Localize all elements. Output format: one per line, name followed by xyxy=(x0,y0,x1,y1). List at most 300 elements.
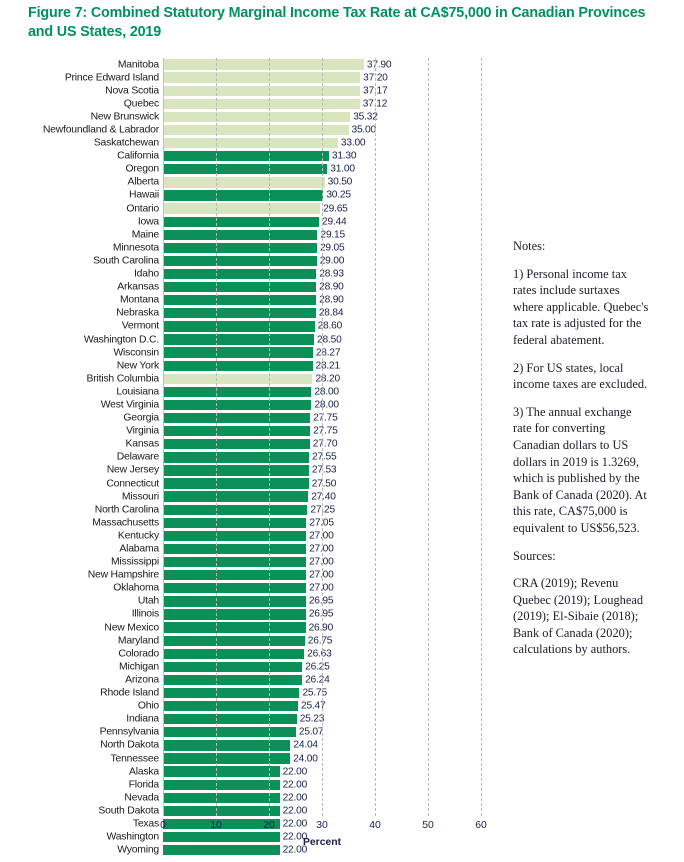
bar-row xyxy=(0,202,500,215)
bar xyxy=(163,413,310,423)
bar-wrapper xyxy=(163,465,483,475)
bar xyxy=(163,282,316,292)
bar-value-label: 27.00 xyxy=(309,543,334,555)
bar-wrapper xyxy=(163,688,483,698)
bar-row xyxy=(0,490,500,503)
bar-wrapper xyxy=(163,321,483,331)
category-label: New Mexico xyxy=(104,622,159,634)
bar-row xyxy=(0,778,500,791)
category-label: Newfoundland & Labrador xyxy=(42,124,159,136)
bar xyxy=(163,727,296,737)
bar-value-label: 35.32 xyxy=(353,111,378,123)
category-label: Maryland xyxy=(117,635,159,647)
category-label: Tennessee xyxy=(110,753,159,765)
bar xyxy=(163,269,316,279)
bar-value-label: 35.00 xyxy=(351,124,376,136)
bar-row xyxy=(0,765,500,778)
bar-row xyxy=(0,477,500,490)
category-label: Wisconsin xyxy=(113,347,159,359)
category-label: New Jersey xyxy=(106,464,159,476)
bar-row xyxy=(0,333,500,346)
category-label: Alaska xyxy=(129,766,159,778)
bar xyxy=(163,374,312,384)
bar-wrapper xyxy=(163,740,483,750)
category-label: Idaho xyxy=(133,268,159,280)
bar-row xyxy=(0,726,500,739)
x-axis-tick: 60 xyxy=(475,820,487,831)
bar-wrapper xyxy=(163,766,483,776)
bar xyxy=(163,675,302,685)
bar-value-label: 27.00 xyxy=(309,569,334,581)
category-label: Indiana xyxy=(126,713,159,725)
bar-row xyxy=(0,438,500,451)
bar-wrapper xyxy=(163,334,483,344)
bar xyxy=(163,308,316,318)
bar-value-label: 37.12 xyxy=(362,98,388,110)
bar-wrapper xyxy=(163,190,483,200)
bar-row xyxy=(0,398,500,411)
bar xyxy=(163,570,306,580)
bar-wrapper xyxy=(163,780,483,790)
bar xyxy=(163,793,280,803)
bar-row xyxy=(0,464,500,477)
bar-value-label: 29.65 xyxy=(323,203,348,215)
bar-value-label: 27.40 xyxy=(311,491,336,503)
bar xyxy=(163,138,338,148)
category-label: New Brunswick xyxy=(90,111,159,123)
bar-wrapper xyxy=(163,649,483,659)
bar-value-label: 25.75 xyxy=(302,687,327,699)
bar-value-label: 26.25 xyxy=(305,661,330,673)
bar-value-label: 25.23 xyxy=(299,713,325,725)
bar xyxy=(163,151,329,161)
bar-wrapper xyxy=(163,400,483,410)
category-label: South Carolina xyxy=(93,255,159,267)
bar-wrapper xyxy=(163,243,483,253)
bar-wrapper xyxy=(163,622,483,632)
bar-wrapper xyxy=(163,217,483,227)
bar-wrapper xyxy=(163,374,483,384)
bar xyxy=(163,753,290,763)
category-label: Pennsylvania xyxy=(99,726,159,738)
bar xyxy=(163,491,308,501)
bar-value-label: 37.90 xyxy=(366,59,392,71)
bar-wrapper xyxy=(163,59,483,69)
bar-wrapper xyxy=(163,452,483,462)
bar-value-label: 29.15 xyxy=(320,229,345,241)
bar xyxy=(163,766,280,776)
chart-rows xyxy=(0,58,500,857)
bar xyxy=(163,622,306,632)
bar-value-label: 27.53 xyxy=(311,464,337,476)
bar-wrapper xyxy=(163,531,483,541)
bar xyxy=(163,596,306,606)
bar-value-label: 22.00 xyxy=(282,805,308,817)
bar-wrapper xyxy=(163,439,483,449)
bar-row xyxy=(0,281,500,294)
bar-row xyxy=(0,163,500,176)
bar-wrapper xyxy=(163,636,483,646)
category-label: Kansas xyxy=(125,438,159,450)
bar-row xyxy=(0,425,500,438)
category-label: Manitoba xyxy=(117,59,159,71)
x-axis-tick: 20 xyxy=(263,820,275,831)
bar-wrapper xyxy=(163,347,483,357)
bar xyxy=(163,203,320,213)
bar-value-label: 26.63 xyxy=(307,648,332,660)
bar-value-label: 27.70 xyxy=(312,438,338,450)
category-label: Arizona xyxy=(125,674,159,686)
bar-row xyxy=(0,254,500,267)
bar-row xyxy=(0,739,500,752)
bar-wrapper xyxy=(163,701,483,711)
bar xyxy=(163,465,309,475)
bar xyxy=(163,86,360,96)
category-label: Iowa xyxy=(137,216,159,228)
bar xyxy=(163,583,306,593)
category-label: Washington xyxy=(106,831,159,843)
bar-value-label: 33.00 xyxy=(340,137,366,149)
bar-value-label: 27.50 xyxy=(311,478,337,490)
bar-wrapper xyxy=(163,426,483,436)
bar-value-label: 31.30 xyxy=(331,150,357,162)
category-label: Illinois xyxy=(131,608,159,620)
category-label: Ontario xyxy=(126,203,159,215)
x-axis-tick: 0 xyxy=(160,820,166,831)
bar-row xyxy=(0,582,500,595)
bar-value-label: 37.20 xyxy=(363,72,388,84)
category-label: Prince Edward Island xyxy=(64,72,159,84)
bar xyxy=(163,557,306,567)
bar-wrapper xyxy=(163,138,483,148)
bar-row xyxy=(0,385,500,398)
bar-value-label: 24.04 xyxy=(293,739,318,751)
bar-wrapper xyxy=(163,662,483,672)
bar-value-label: 30.50 xyxy=(327,176,353,188)
bar xyxy=(163,544,306,554)
category-label: Connecticut xyxy=(106,478,159,490)
notes-panel xyxy=(513,238,653,669)
bar xyxy=(163,72,360,82)
bar-wrapper xyxy=(163,308,483,318)
bar-row xyxy=(0,215,500,228)
category-label: Nova Scotia xyxy=(105,85,159,97)
bar-value-label: 28.27 xyxy=(315,347,341,359)
bar-row xyxy=(0,412,500,425)
bar-value-label: 30.25 xyxy=(326,189,351,201)
category-label: Michigan xyxy=(119,661,159,673)
bar-value-label: 37.17 xyxy=(363,85,388,97)
category-label: New York xyxy=(116,360,159,372)
bar-wrapper xyxy=(163,596,483,606)
bar-wrapper xyxy=(163,675,483,685)
bar-row xyxy=(0,791,500,804)
bar-value-label: 29.00 xyxy=(319,255,345,267)
page-title: Figure 7: Combined Statutory Marginal Income Tax Rate at CA$75,000 in Canadian Provinces and US States, 2019 xyxy=(28,5,646,40)
category-label: Quebec xyxy=(123,98,159,110)
bar xyxy=(163,439,310,449)
bar-row xyxy=(0,294,500,307)
bar-row xyxy=(0,673,500,686)
bar-value-label: 26.95 xyxy=(308,608,334,620)
category-label: Virginia xyxy=(126,425,159,437)
bar-value-label: 27.55 xyxy=(312,451,337,463)
bar xyxy=(163,688,299,698)
category-label: Arkansas xyxy=(117,281,159,293)
category-label: Missouri xyxy=(121,491,159,503)
bar-row xyxy=(0,752,500,765)
bar-row xyxy=(0,150,500,163)
bar-row xyxy=(0,241,500,254)
x-axis-label: Percent xyxy=(302,837,342,848)
bar xyxy=(163,243,317,253)
bar-wrapper xyxy=(163,256,483,266)
category-label: Delaware xyxy=(116,451,159,463)
bar-row xyxy=(0,228,500,241)
note-item-1: 1) Personal income tax rates include surtaxes where applicable. Quebec's tax rate is adjusted for the federal abatement. xyxy=(513,266,649,347)
bar-value-label: 28.20 xyxy=(315,373,340,385)
bar-wrapper xyxy=(163,714,483,724)
bar-row xyxy=(0,451,500,464)
category-label: Mississippi xyxy=(110,556,159,568)
category-label: Washington D.C. xyxy=(83,334,159,346)
category-label: Wyoming xyxy=(117,844,159,856)
x-axis-tick: 30 xyxy=(316,820,328,831)
bar-value-label: 28.21 xyxy=(315,360,340,372)
bar-row xyxy=(0,97,500,110)
bar-row xyxy=(0,58,500,71)
bar-row xyxy=(0,176,500,189)
bar-row xyxy=(0,516,500,529)
bar-value-label: 26.75 xyxy=(307,635,333,647)
bar-wrapper xyxy=(163,269,483,279)
bar-wrapper xyxy=(163,478,483,488)
bar-row xyxy=(0,621,500,634)
bar-row xyxy=(0,84,500,97)
category-label: Vermont xyxy=(121,320,159,332)
bar xyxy=(163,609,306,619)
category-label: Georgia xyxy=(123,412,159,424)
bar-wrapper xyxy=(163,557,483,567)
bar xyxy=(163,112,350,122)
bar-wrapper xyxy=(163,793,483,803)
bar xyxy=(163,387,311,397)
bar xyxy=(163,740,290,750)
bar-value-label: 28.93 xyxy=(319,268,344,280)
bar-row xyxy=(0,320,500,333)
sources-text: CRA (2019); Revenu Quebec (2019); Loughead (2019); El-Sibaie (2018); Bank of Canada (2020); calculations by authors. xyxy=(513,576,644,657)
bar-value-label: 22.00 xyxy=(282,766,308,778)
bar-wrapper xyxy=(163,570,483,580)
bar-row xyxy=(0,608,500,621)
bar-row xyxy=(0,189,500,202)
bar-value-label: 29.44 xyxy=(322,216,347,228)
bar-value-label: 28.50 xyxy=(317,334,342,345)
category-label: Colorado xyxy=(118,648,159,660)
category-label: Rhode Island xyxy=(100,687,159,699)
bar-wrapper xyxy=(163,295,483,305)
bar-value-label: 24.00 xyxy=(293,753,318,764)
bar-row xyxy=(0,700,500,713)
bar-wrapper xyxy=(163,583,483,593)
bar-value-label: 27.75 xyxy=(313,425,338,437)
bar xyxy=(163,125,349,135)
bar-value-label: 28.60 xyxy=(317,320,343,332)
bar xyxy=(163,190,323,200)
category-label: Nevada xyxy=(124,792,159,804)
bar-wrapper xyxy=(163,753,483,763)
bar-row xyxy=(0,529,500,542)
category-label: Massachusetts xyxy=(92,517,159,529)
category-label: Oklahoma xyxy=(113,582,159,594)
bar-value-label: 26.90 xyxy=(308,622,334,634)
bar xyxy=(163,217,319,227)
bar-value-label: 31.00 xyxy=(330,163,355,175)
bar-value-label: 27.05 xyxy=(309,517,334,529)
category-label: Utah xyxy=(137,595,159,607)
bar xyxy=(163,649,304,659)
bar-row xyxy=(0,71,500,84)
bar xyxy=(163,230,317,240)
bar-wrapper xyxy=(163,203,483,213)
bar-value-label: 26.24 xyxy=(305,674,330,686)
category-label: California xyxy=(117,150,159,162)
bar-wrapper xyxy=(163,282,483,292)
bar xyxy=(163,59,364,69)
bar-value-label: 27.00 xyxy=(309,582,334,594)
x-axis-tick: 50 xyxy=(422,820,434,831)
bar-row xyxy=(0,346,500,359)
bar-value-label: 22.00 xyxy=(282,844,308,856)
x-axis xyxy=(0,816,500,856)
bar-wrapper xyxy=(163,86,483,96)
bar-value-label: 28.90 xyxy=(319,294,344,306)
bar-value-label: 28.90 xyxy=(319,281,344,293)
category-label: Louisiana xyxy=(116,386,159,398)
bar xyxy=(163,426,310,436)
bar xyxy=(163,478,309,488)
bar-wrapper xyxy=(163,727,483,737)
bar-value-label: 28.00 xyxy=(314,386,339,398)
bar-row xyxy=(0,503,500,516)
bar xyxy=(163,531,306,541)
bar-wrapper xyxy=(163,609,483,619)
category-label: Alabama xyxy=(119,543,159,555)
bar-chart xyxy=(0,58,500,856)
category-label: South Dakota xyxy=(98,805,159,817)
bar-value-label: 27.00 xyxy=(309,556,334,568)
bar xyxy=(163,164,327,174)
category-label: Maine xyxy=(131,229,159,241)
bar-row xyxy=(0,713,500,726)
bar xyxy=(163,256,317,266)
notes-heading: Notes: xyxy=(513,239,546,253)
bar-value-label: 27.25 xyxy=(310,504,335,516)
bar-wrapper xyxy=(163,230,483,240)
category-label: West Virginia xyxy=(100,399,159,411)
bar-row xyxy=(0,359,500,372)
bar-value-label: 27.75 xyxy=(313,412,338,424)
category-label: Nebraska xyxy=(116,307,159,319)
bar xyxy=(163,714,297,724)
category-label: Kentucky xyxy=(117,530,159,542)
bar-value-label: 22.00 xyxy=(282,792,308,804)
bar xyxy=(163,662,302,672)
sources-heading: Sources: xyxy=(513,548,556,563)
category-label: Oregon xyxy=(125,163,159,175)
bar-value-label: 22.00 xyxy=(282,818,308,830)
bar-row xyxy=(0,123,500,136)
bar-wrapper xyxy=(163,491,483,501)
bar-wrapper xyxy=(163,177,483,187)
bar-value-label: 25.47 xyxy=(300,700,326,712)
bar-wrapper xyxy=(163,99,483,109)
bar-row xyxy=(0,307,500,320)
bar-row xyxy=(0,660,500,673)
bar xyxy=(163,636,305,646)
bar xyxy=(163,806,280,816)
bar xyxy=(163,361,313,371)
bar-value-label: 27.00 xyxy=(309,530,334,542)
bar-row xyxy=(0,110,500,123)
bar-row xyxy=(0,634,500,647)
bar-wrapper xyxy=(163,125,483,135)
bar-row xyxy=(0,569,500,582)
bar-value-label: 29.05 xyxy=(319,242,345,254)
bar-value-label: 26.95 xyxy=(308,595,334,607)
bar-row xyxy=(0,137,500,150)
bar xyxy=(163,452,309,462)
bar xyxy=(163,99,360,109)
bar xyxy=(163,334,314,344)
bar-row xyxy=(0,268,500,281)
bar-wrapper xyxy=(163,361,483,371)
bar xyxy=(163,347,313,357)
category-label: New Hampshire xyxy=(87,569,159,581)
bar-wrapper xyxy=(163,387,483,397)
bar-wrapper xyxy=(163,806,483,816)
bar-wrapper xyxy=(163,164,483,174)
bar xyxy=(163,321,315,331)
bar-wrapper xyxy=(163,72,483,82)
bar-wrapper xyxy=(163,413,483,423)
bar-row xyxy=(0,556,500,569)
bar xyxy=(163,701,298,711)
bar xyxy=(163,505,307,515)
category-label: Alberta xyxy=(127,176,159,188)
bar-value-label: 28.84 xyxy=(318,307,344,319)
bar xyxy=(163,177,325,187)
bar-value-label: 28.00 xyxy=(314,399,339,411)
bar-wrapper xyxy=(163,544,483,554)
category-label: North Carolina xyxy=(94,504,159,516)
category-label: Florida xyxy=(128,779,159,791)
category-label: Texas xyxy=(132,818,159,830)
x-axis-tick: 40 xyxy=(369,820,381,831)
bar-row xyxy=(0,372,500,385)
bar-row xyxy=(0,647,500,660)
note-item-3: 3) The annual exchange rate for converting Canadian dollars to US dollars in 2019 is 1.3269, which is published by the Bank of Canada (2020). At this rate, CA$75,000 is equivalent to US$56,523. xyxy=(513,404,647,535)
category-label: Minnesota xyxy=(112,242,159,254)
category-label: British Columbia xyxy=(86,373,159,385)
category-label: Ohio xyxy=(137,700,159,712)
bar xyxy=(163,295,316,305)
category-label: Saskatchewan xyxy=(93,137,159,149)
note-item-2: 2) For US states, local income taxes are excluded. xyxy=(513,360,648,392)
bar-wrapper xyxy=(163,151,483,161)
bar-value-label: 22.00 xyxy=(282,779,308,791)
bar-value-label: 25.07 xyxy=(298,726,324,738)
